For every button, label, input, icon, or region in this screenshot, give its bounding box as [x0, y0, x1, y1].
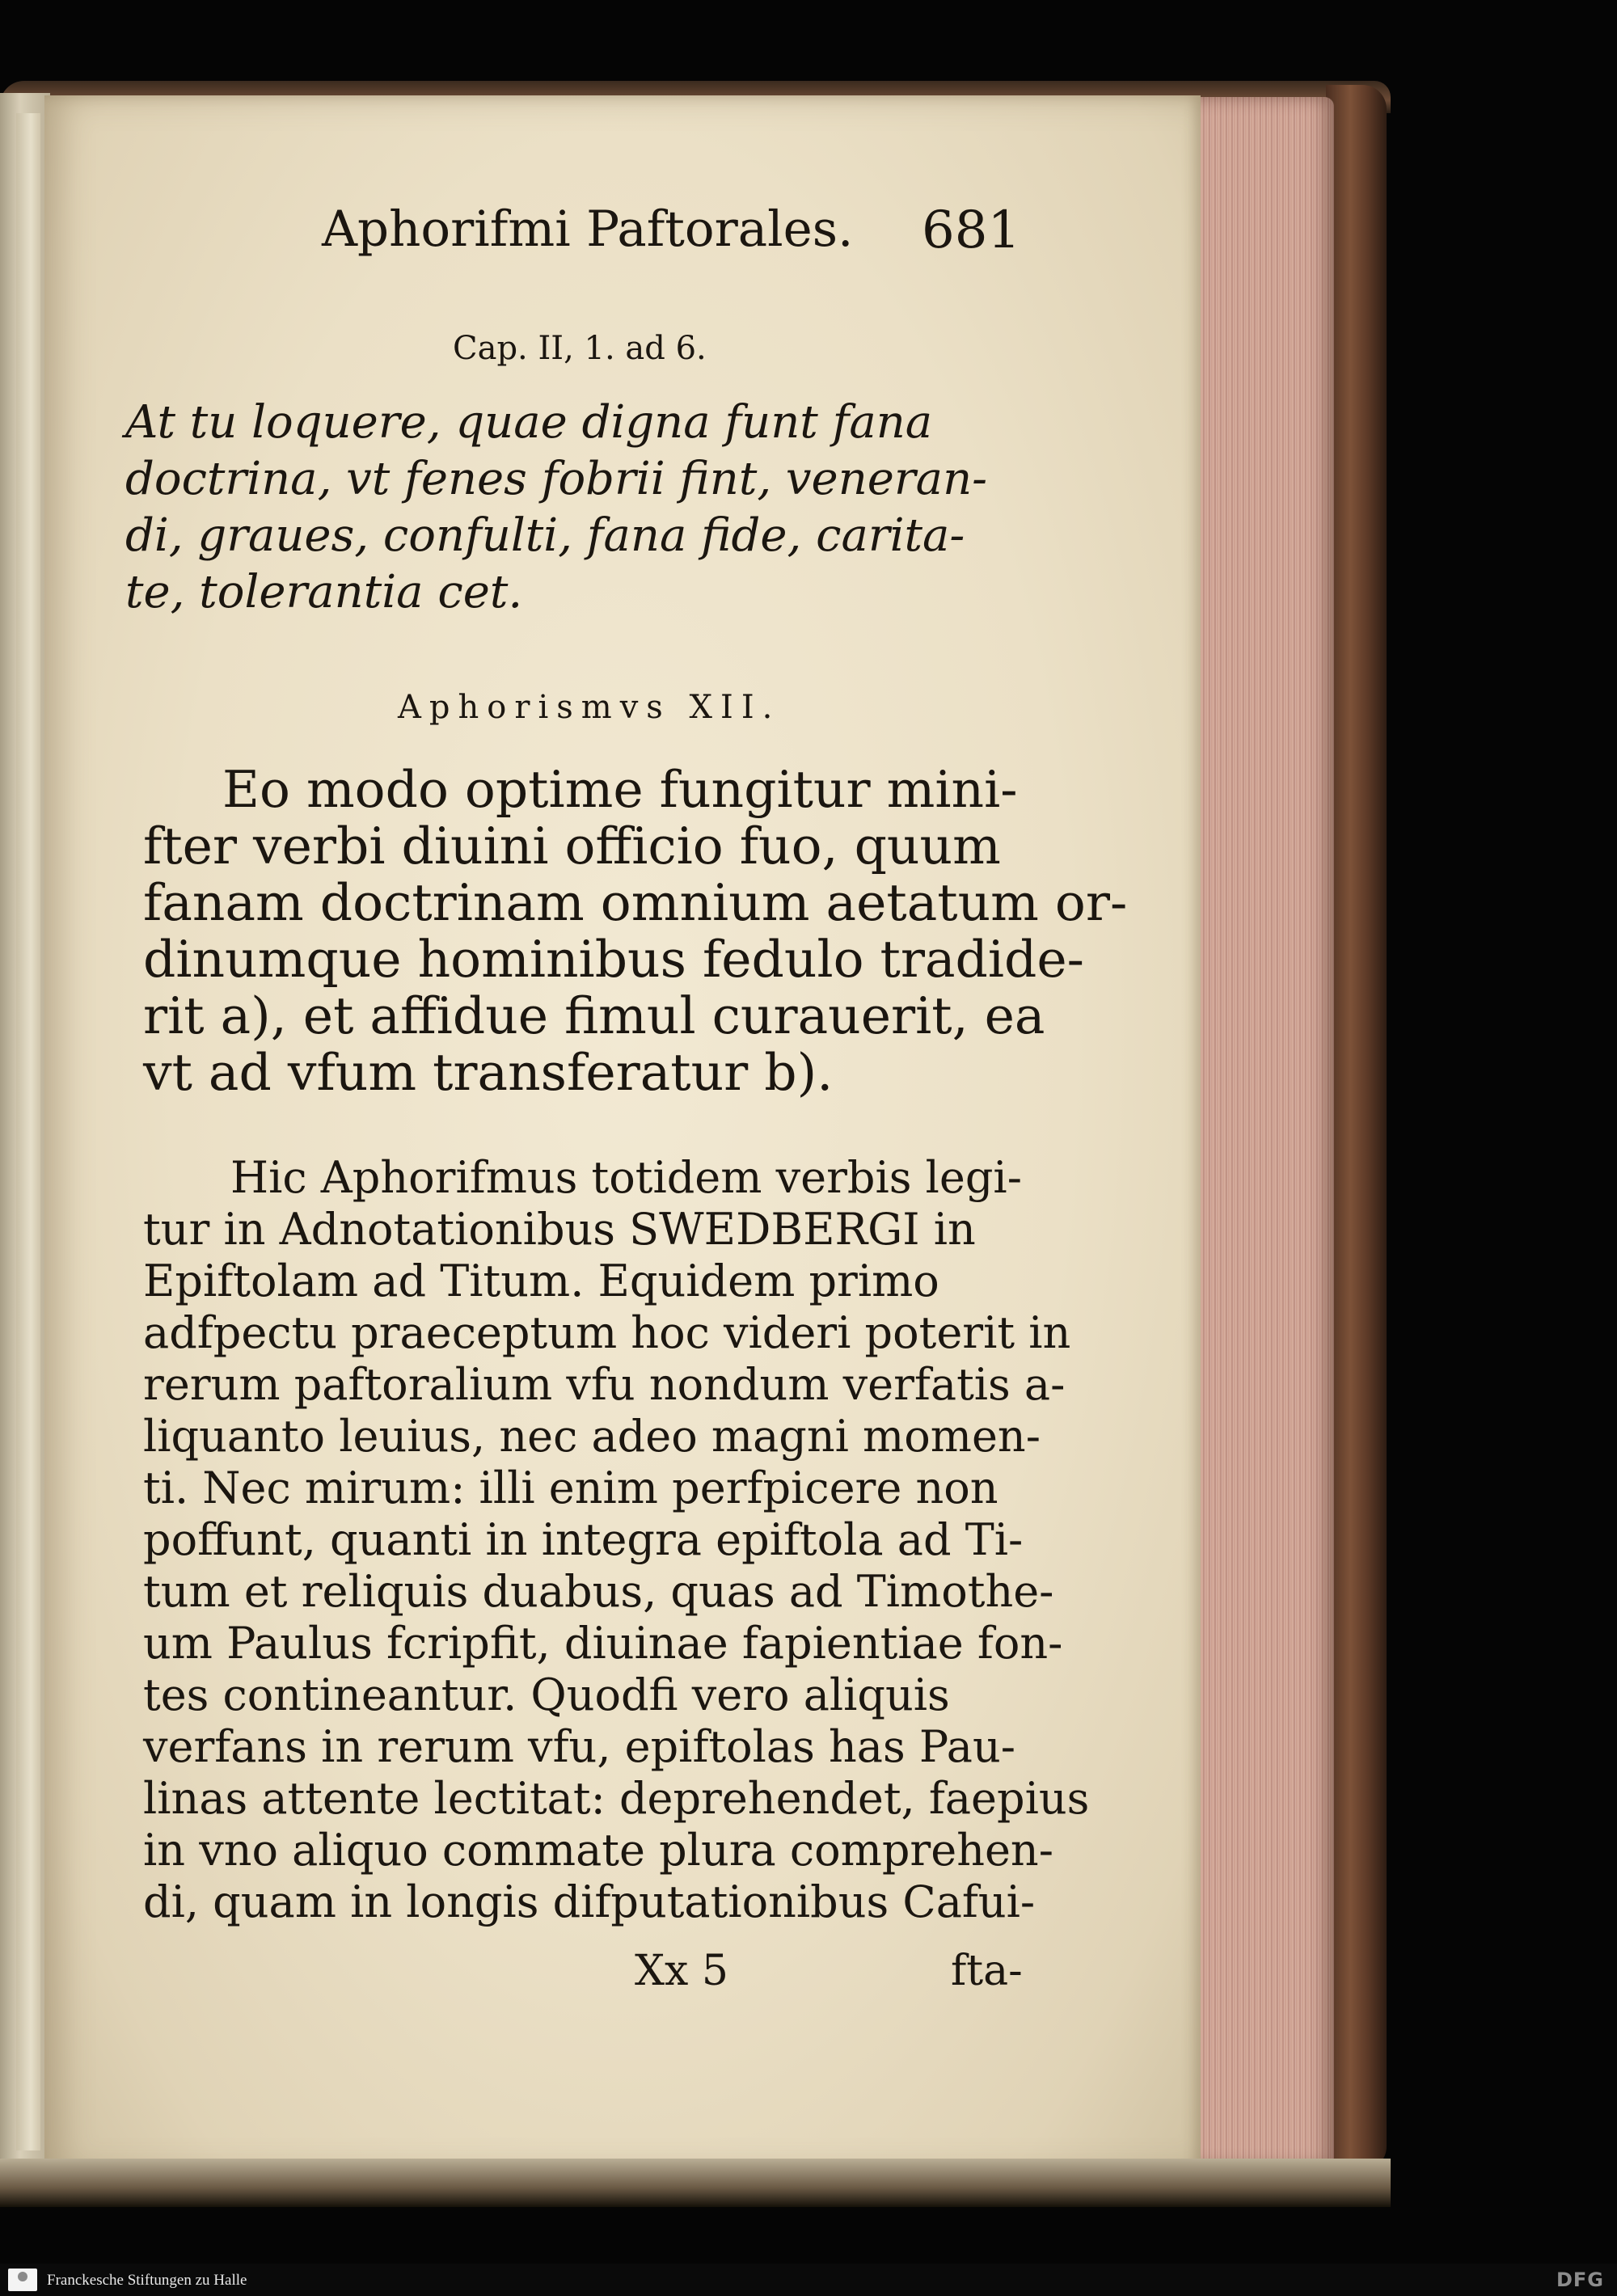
aphorism-line: rit a), et affidue fimul curauerit, ea: [143, 986, 1045, 1045]
verse-line: At tu loquere, quae digna funt fana: [125, 396, 933, 449]
viewer-footer: [0, 2264, 1617, 2296]
catchword: fta-: [951, 1947, 1023, 1995]
aphorism-line: vt ad vfum transferatur b).: [143, 1043, 834, 1102]
commentary-line: in vno aliquo commate plura comprehen-: [143, 1825, 1053, 1876]
commentary-line: linas attente lectitat: deprehendet, faepius: [143, 1773, 1090, 1824]
running-head: Aphorifmi Paftorales.: [322, 200, 854, 258]
book-bottom-edge: [0, 2159, 1391, 2207]
commentary-line: verfans in rerum vfu, epiftolas has Pau-: [143, 1721, 1015, 1772]
aphorism-heading: Aphorismvs XII.: [398, 689, 781, 726]
commentary-line: um Paulus fcripfit, diuinae fapientiae fon-: [143, 1618, 1063, 1669]
commentary-line: poffunt, quanti in integra epiftola ad Ti-: [143, 1514, 1024, 1565]
commentary-line: Hic Aphorifmus totidem verbis legi-: [230, 1152, 1022, 1203]
verse-line: di, graues, confulti, fana fide, carita-: [125, 509, 965, 562]
book-cover-right: [1326, 85, 1387, 2171]
commentary-line: tes contineantur. Quodfi vero aliquis: [143, 1669, 950, 1720]
commentary-line: Epiftolam ad Titum. Equidem primo: [143, 1256, 939, 1306]
commentary-line: tum et reliquis duabus, quas ad Timothe-: [143, 1566, 1054, 1617]
institution-logo-icon: [8, 2269, 37, 2291]
commentary-line: adfpectu praeceptum hoc videri poterit in: [143, 1307, 1071, 1358]
aphorism-line: fanam doctrinam omnium aetatum or-: [143, 873, 1128, 932]
funder-logo: DFG: [1556, 2269, 1604, 2291]
page-number: 681: [922, 200, 1021, 260]
verse-line: te, tolerantia cet.: [125, 566, 523, 618]
commentary-line: rerum paftoralium vfu nondum verfatis a-: [143, 1359, 1066, 1410]
institution-name: Franckesche Stiftungen zu Halle: [47, 2272, 247, 2289]
chapter-reference: Cap. II, 1. ad 6.: [453, 330, 707, 367]
verse-line: doctrina, vt fenes fobrii fint, veneran-: [125, 453, 988, 505]
aphorism-line: Eo modo optime fungitur mini-: [222, 760, 1018, 819]
aphorism-line: fter verbi diuini officio fuo, quum: [143, 817, 1001, 876]
aphorism-line: dinumque hominibus fedulo tradide-: [143, 930, 1084, 989]
commentary-line: liquanto leuius, nec adeo magni momen-: [143, 1411, 1041, 1462]
commentary-line: di, quam in longis difputationibus Cafui-: [143, 1876, 1036, 1927]
signature-mark: Xx 5: [635, 1947, 728, 1995]
commentary-line: ti. Nec mirum: illi enim perfpicere non: [143, 1462, 998, 1513]
commentary-line: tur in Adnotationibus SWEDBERGI in: [143, 1204, 976, 1255]
left-page-edge-inner: [16, 113, 40, 2150]
page-edges: [1188, 97, 1334, 2167]
